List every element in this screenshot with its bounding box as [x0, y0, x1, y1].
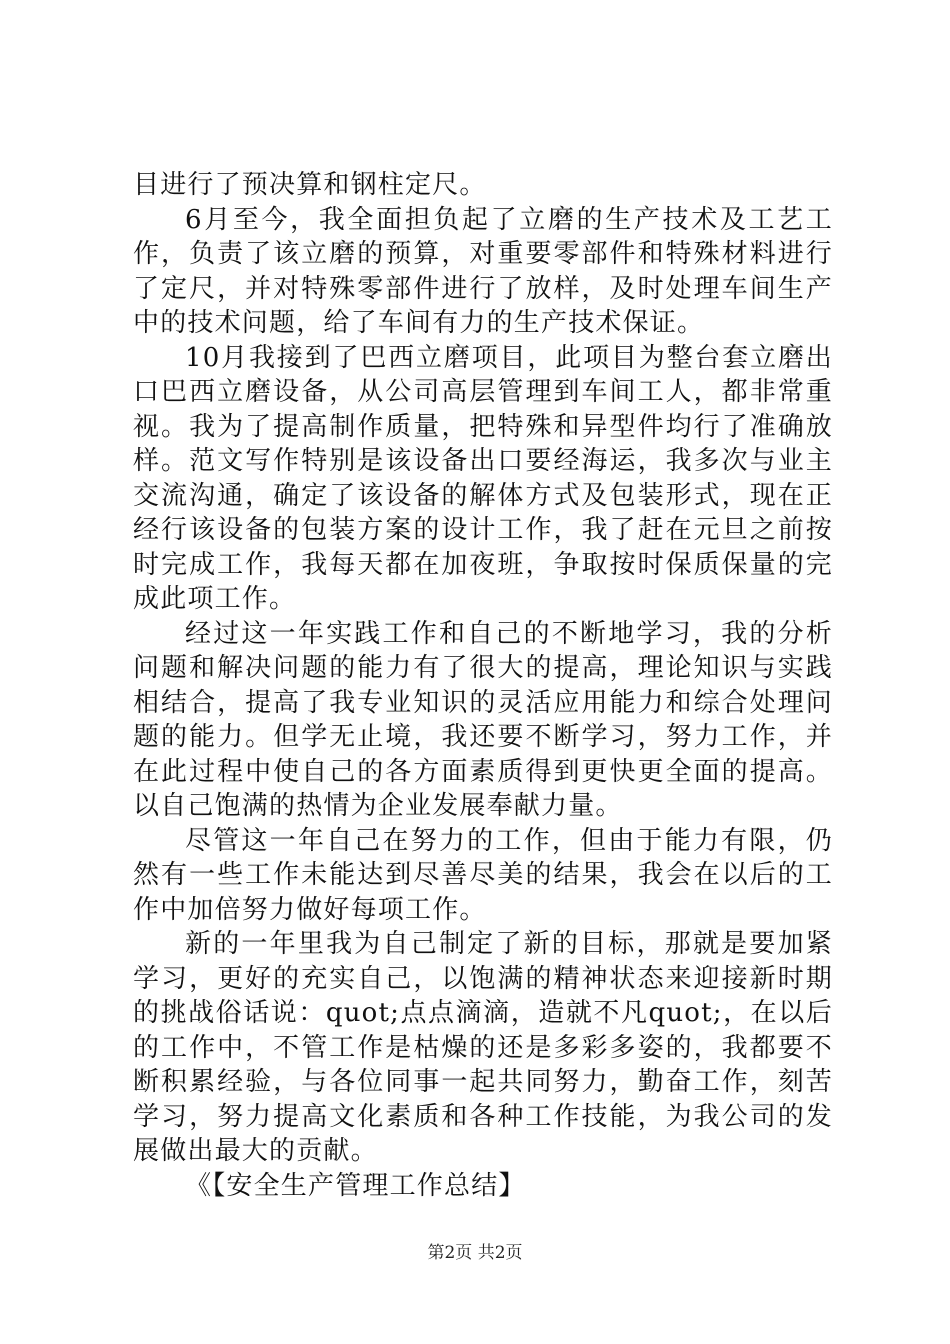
paragraph-learning: 经过这一年实践工作和自己的不断地学习，我的分析问题和解决问题的能力有了很大的提高，理论知识与实践相结合，提高了我专业知识的灵活应用能力和综合处理问题的能力。但学无止境，我还要不断学习，努力工作，并在此过程中使自己的各方面素质得到更快更全面的提高。以自己饱满的热情为企业发展奉献力量。 — [133, 618, 833, 821]
page-footer — [0, 1242, 950, 1264]
paragraph-continuation: 目进行了预决算和钢柱定尺。 — [133, 170, 487, 200]
paragraph-new-goals: 新的一年里我为自己制定了新的目标，那就是要加紧学习，更好的充实自己，以饱满的精神状态来迎接新时期的挑战俗话说：quot;点点滴滴，造就不凡quot;，在以后的工作中，不管工作是枯燥的还是多彩多姿的，我都要不断积累经验，与各位同事一起共同努力，勤奋工作，刻苦学习，努力提高文化素质和各种工作技能，为我公司的发展做出最大的贡献。 — [133, 929, 833, 1166]
paragraph-brazil-project: 10月我接到了巴西立磨项目，此项目为整台套立磨出口巴西立磨设备，从公司高层管理到车间工人，都非常重视。我为了提高制作质量，把特殊和异型件均行了准确放样。范文写作特别是该设备出口要经海运，我多次与业主交流沟通，确定了该设备的解体方式及包装形式，现在正经行该设备的包装方案的设计工作，我了赶在元旦之前按时完成工作，我每天都在加夜班，争取按时保质保量的完成此项工作。 — [133, 342, 833, 614]
page-number: 第2页 共2页 — [427, 1243, 523, 1263]
paragraph-june-work: 6月至今，我全面担负起了立磨的生产技术及工艺工作，负责了该立磨的预算，对重要零部件和特殊材料进行了定尺，并对特殊零部件进行了放样，及时处理车间生产中的技术问题，给了车间有力的生产技术保证。 — [133, 204, 833, 338]
document-body — [133, 168, 833, 1203]
paragraph-shortcomings: 尽管这一年自己在努力的工作，但由于能力有限，仍然有一些工作未能达到尽善尽美的结果，我会在以后的工作中加倍努力做好每项工作。 — [133, 825, 833, 925]
paragraph-title-reference: 《【安全生产管理工作总结】 — [185, 1170, 526, 1201]
